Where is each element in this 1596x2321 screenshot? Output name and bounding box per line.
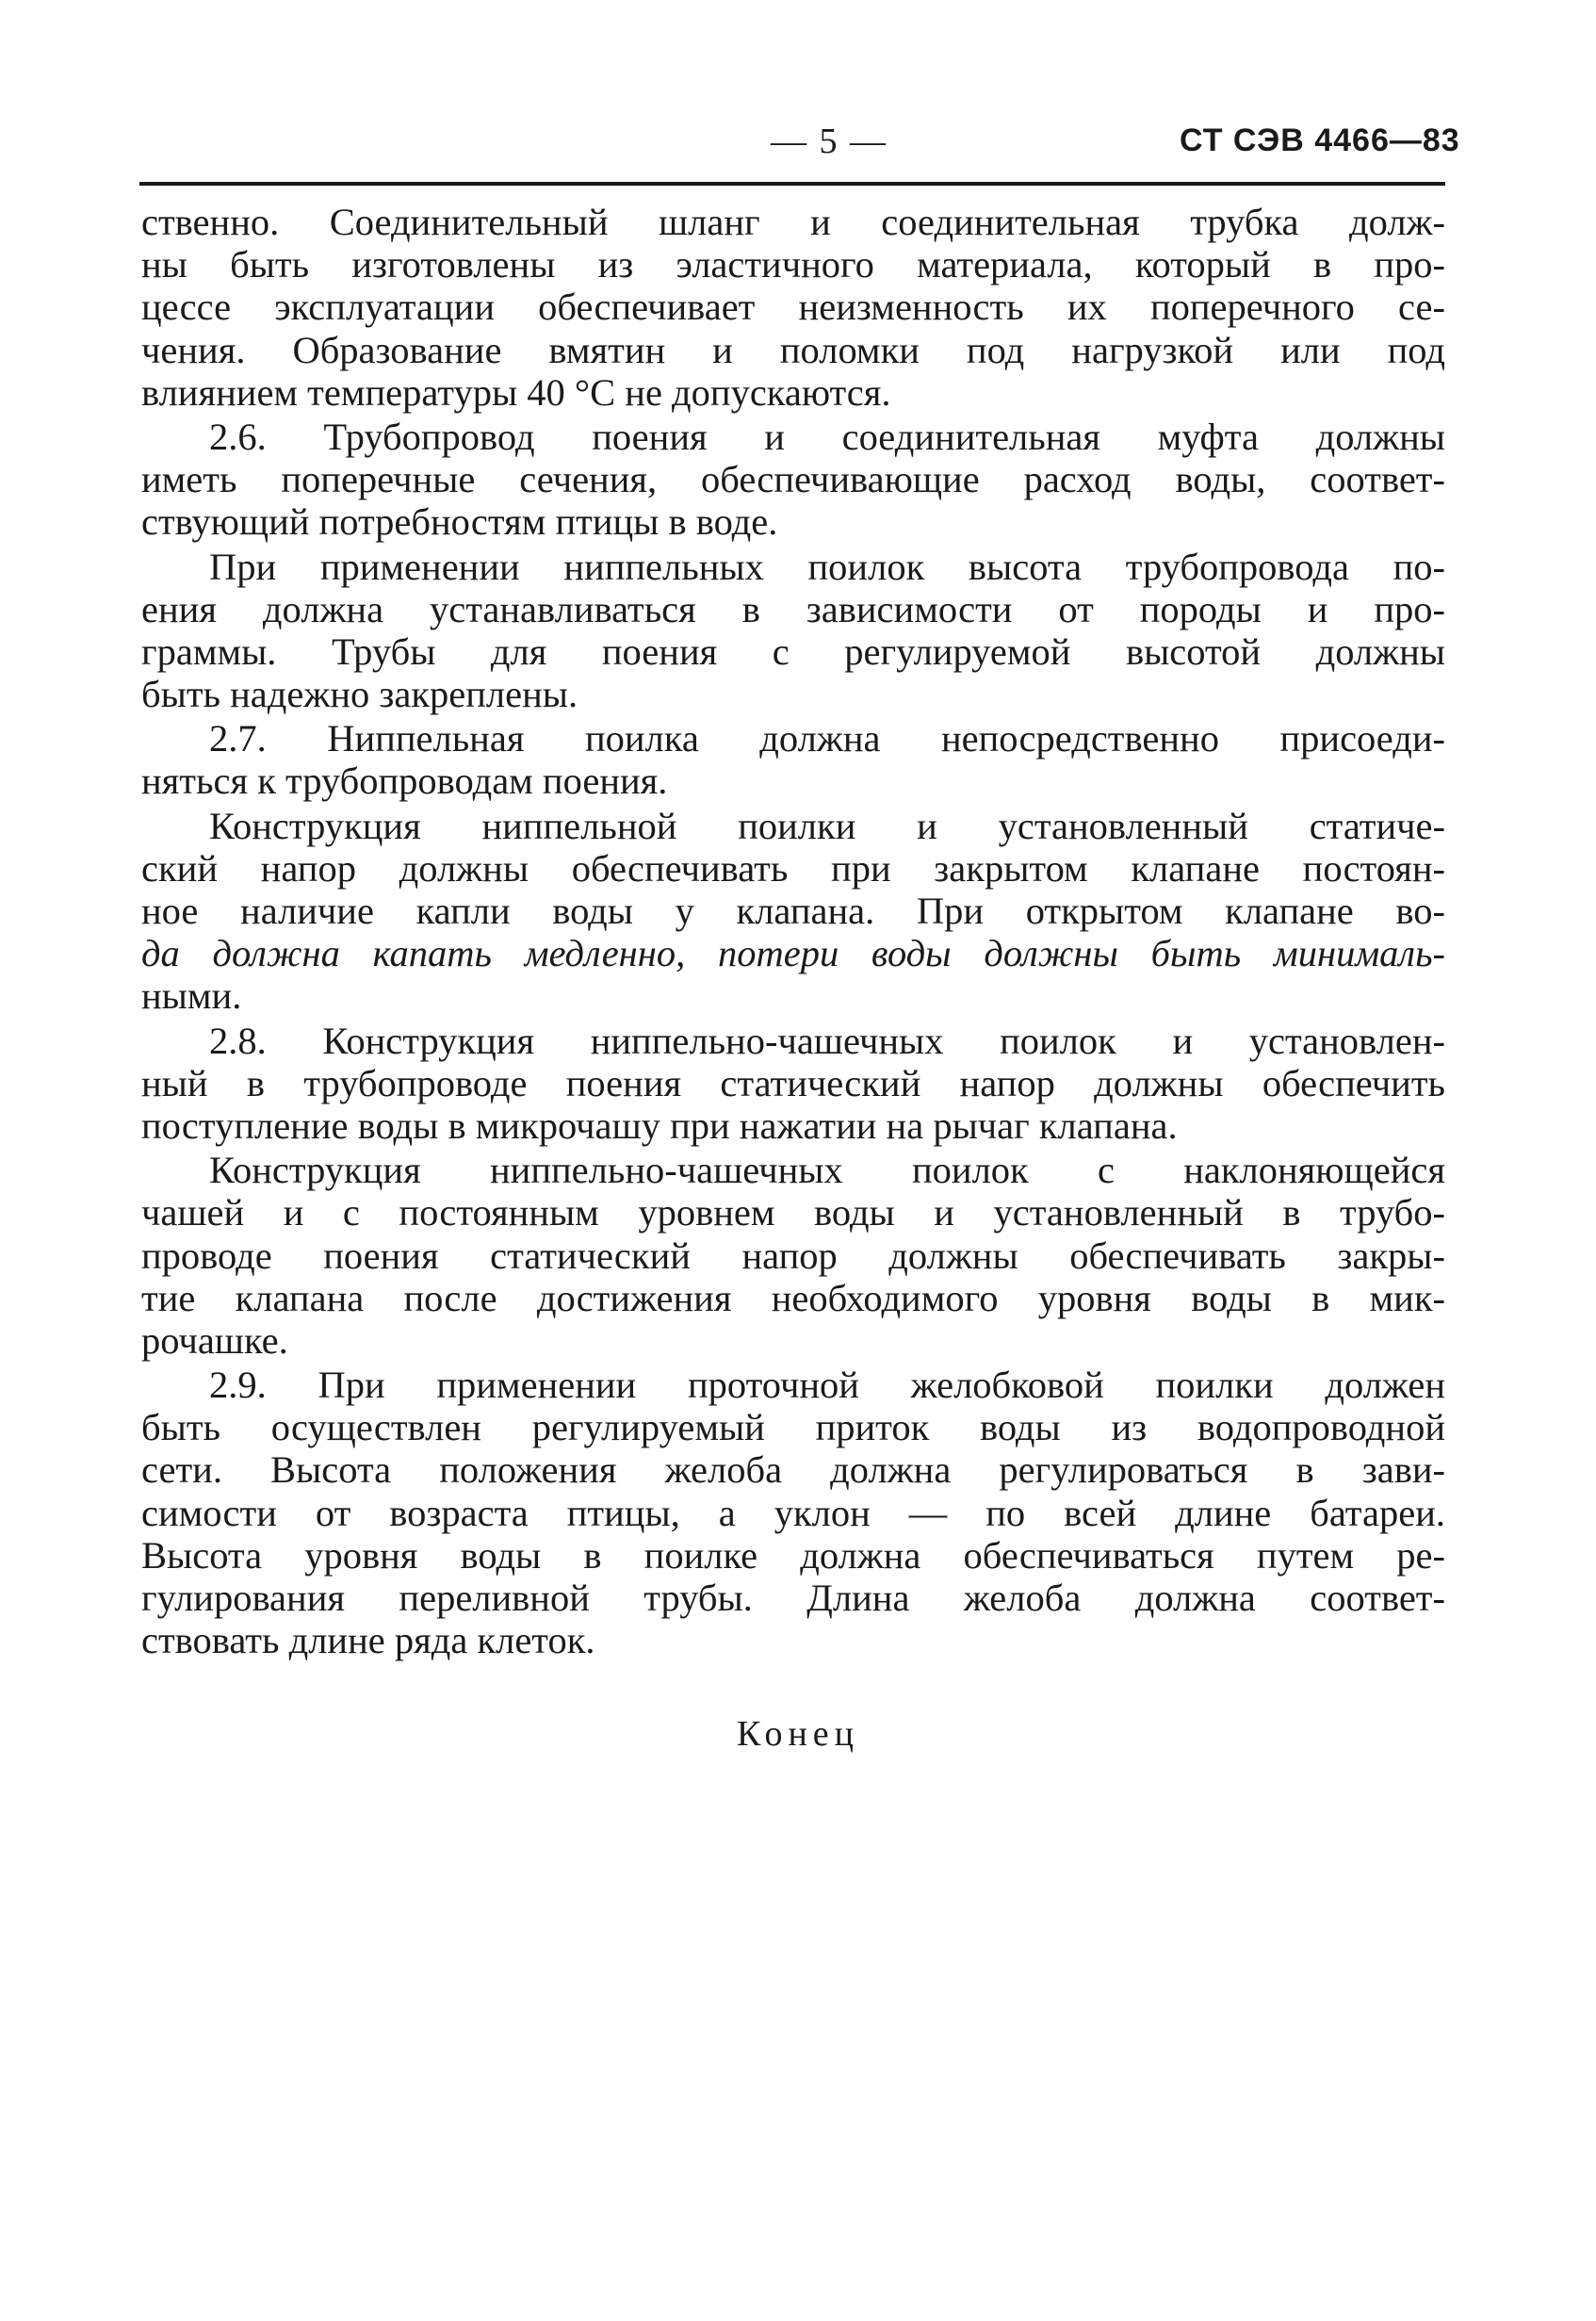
text-line: влиянием температуры 40 °С не допускаются. [141, 370, 891, 414]
text-line: При применении ниппельных поилок высота трубопровода по- [209, 545, 1445, 588]
text-line: ения должна устанавливаться в зависимости от породы и про- [141, 587, 1445, 630]
text-line: ны быть изготовлены из эластичного материала, который в про- [141, 243, 1445, 286]
text-line: чашей и с постоянным уровнем воды и установленный в трубо- [141, 1191, 1445, 1234]
text-line: поступление воды в микрочашу при нажатии на рычаг клапана. [141, 1103, 1178, 1147]
text-line: ный в трубопроводе поения статический напор должны обеспечить [141, 1061, 1445, 1104]
text-line: Конструкция ниппельной поилки и установленный статиче- [209, 804, 1445, 847]
text-line: тие клапана после достижения необходимого уровня воды в мик- [141, 1276, 1445, 1319]
text-line: граммы. Трубы для поения с регулируемой высотой должны [141, 629, 1445, 673]
text-line: чения. Образование вмятин и поломки под нагрузкой или под [141, 328, 1445, 371]
text-line: ствовать длине ряда клеток. [141, 1619, 595, 1662]
clause-2-9-line: 2.9. При применении проточной желобковой поилки должен [209, 1364, 1445, 1407]
document-end-mark: Конец [737, 1714, 859, 1754]
page-number: — 5 — [771, 122, 888, 161]
text-line: ствующий потребностям птицы в воде. [141, 500, 778, 544]
text-line: рочашке. [141, 1318, 288, 1362]
text-line: сети. Высота положения желоба должна регулироваться в зави- [141, 1448, 1445, 1492]
header-rule [139, 182, 1445, 186]
text-line: ное наличие капли воды у клапана. При открытом клапане во- [141, 890, 1445, 932]
text-line: няться к трубопроводам поения. [141, 760, 668, 803]
text-line: да должна капать медленно, потери воды должны быть минималь- [141, 932, 1445, 975]
text-line: быть надежно закреплены. [141, 673, 578, 716]
clause-2-8-line: 2.8. Конструкция ниппельно-чашечных поилок и установлен- [209, 1019, 1445, 1062]
body-text [141, 201, 1445, 1661]
text-line: гулирования переливной трубы. Длина желоба должна соответ- [141, 1577, 1445, 1619]
text-line: ными. [141, 974, 242, 1018]
text-line: Конструкция ниппельно-чашечных поилок с наклоняющейся [209, 1149, 1445, 1192]
text-line: Высота уровня воды в поилке должна обеспечиваться путем ре- [141, 1533, 1445, 1577]
clause-2-6-line: 2.6. Трубопровод поения и соединительная муфта должны [209, 415, 1445, 458]
text-line: проводе поения статический напор должны обеспечивать закры- [141, 1234, 1445, 1277]
text-line: быть осуществлен регулируемый приток воды из водопроводной [141, 1406, 1445, 1449]
clause-2-7-line: 2.7. Ниппельная поилка должна непосредственно присоеди- [209, 717, 1445, 760]
text-line: ский напор должны обеспечивать при закрытом клапане постоян- [141, 846, 1445, 890]
text-line: иметь поперечные сечения, обеспечивающие расход воды, соответ- [141, 458, 1445, 501]
text-line: цессе эксплуатации обеспечивает неизменность их поперечного се- [141, 286, 1445, 329]
document-code: СТ СЭВ 4466—83 [1180, 123, 1460, 158]
text-line: симости от возраста птицы, а уклон — по всей длине батареи. [141, 1491, 1445, 1534]
text-line: ственно. Соединительный шланг и соединительная трубка долж- [141, 201, 1445, 243]
